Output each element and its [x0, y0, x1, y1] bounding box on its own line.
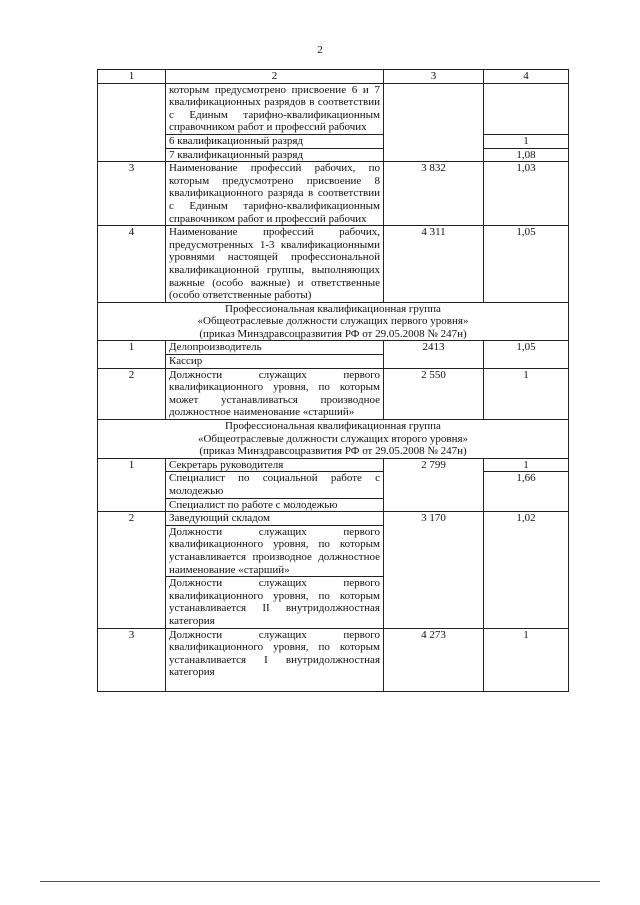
page-number: 2 [317, 44, 323, 56]
table-row [98, 162, 569, 226]
row-coefficient [484, 83, 569, 134]
table-row [98, 368, 569, 419]
row-coefficient: 1,03 [484, 162, 569, 226]
row-number: 4 [98, 226, 166, 303]
group-order: (приказ Минздравсоцразвития РФ от 29.05.2008 № 247н) [199, 327, 467, 340]
position-name: Заведующий складом [166, 512, 384, 526]
position-name: Специалист по социальной работе с молодежью [166, 472, 384, 498]
group-name: «Общеотраслевые должности служащих второго уровня» [197, 432, 469, 445]
group-heading-row [98, 302, 569, 341]
header-col-2: 2 [166, 70, 384, 84]
group-order: (приказ Минздравсоцразвития РФ от 29.05.2008 № 247н) [199, 445, 467, 458]
row-description: Должности служащих первого квалификационного уровня, по которым устанавливается II внутридолжностная категория [166, 577, 384, 628]
row-description: Наименование профессий рабочих, предусмотренных 1-3 квалификационными уровнями настоящей профессиональной квалификационной группы, выполняющих важные (особо важные) и ответственные (особо ответственные работы) [166, 226, 384, 303]
position-name: Кассир [166, 355, 384, 369]
table-row [98, 628, 569, 691]
row-number [98, 83, 166, 162]
row-salary: 3 170 [384, 512, 484, 628]
header-col-1: 1 [98, 70, 166, 84]
row-description: Наименование профессий рабочих, по которым предусмотрено присвоение 8 квалификационного разряда в соответствии с Единым тарифно-квалификационным справочником работ и профессий рабочих [166, 162, 384, 226]
table-row [98, 83, 569, 134]
table-row [98, 458, 569, 472]
table-row [98, 512, 569, 526]
table-subrow [98, 134, 569, 148]
row-salary [384, 83, 484, 162]
group-title: Профессиональная квалификационная группа [225, 420, 441, 433]
row-salary: 3 832 [384, 162, 484, 226]
table-row [98, 226, 569, 303]
row-coefficient: 1 [484, 628, 569, 691]
row-coefficient: 1,02 [484, 512, 569, 628]
row-number: 2 [98, 368, 166, 419]
row-coefficient: 1,66 [484, 472, 569, 512]
row-number: 3 [98, 628, 166, 691]
row-salary: 2413 [384, 341, 484, 368]
row-salary: 4 273 [384, 628, 484, 691]
row-number: 1 [98, 458, 166, 511]
table-header-row [98, 70, 569, 84]
table-subrow [98, 148, 569, 162]
row-salary: 4 311 [384, 226, 484, 303]
row-description: которым предусмотрено присвоение 6 и 7 квалификационных разрядов в соответствии с Единым тарифно-квалификационным справочником работ и профессий рабочих [166, 83, 384, 134]
row-salary: 2 550 [384, 368, 484, 419]
row-description: Должности служащих первого квалификационного уровня, по которым может устанавливаться производное должностное наименование «старший» [166, 368, 384, 419]
table-subrow [98, 472, 569, 498]
group-heading-row [98, 420, 569, 459]
salary-table [97, 69, 569, 692]
group-title: Профессиональная квалификационная группа [225, 302, 441, 315]
header-col-3: 3 [384, 70, 484, 84]
group-heading [98, 302, 569, 341]
subrow-label: 6 квалификационный разряд [166, 134, 384, 148]
group-heading [98, 420, 569, 459]
subrow-label: 7 квалификационный разряд [166, 148, 384, 162]
footer-divider [40, 881, 600, 882]
header-col-4: 4 [484, 70, 569, 84]
group-name: «Общеотраслевые должности служащих первого уровня» [197, 315, 469, 328]
row-coefficient: 1,05 [484, 226, 569, 303]
row-coefficient: 1,05 [484, 341, 569, 368]
row-description: Должности служащих первого квалификационного уровня, по которым устанавливается производное должностное наименование «старший» [166, 525, 384, 576]
row-number: 3 [98, 162, 166, 226]
table-row [98, 341, 569, 355]
subrow-coefficient: 1,08 [484, 148, 569, 162]
row-salary: 2 799 [384, 458, 484, 511]
row-coefficient: 1 [484, 368, 569, 419]
subrow-coefficient: 1 [484, 134, 569, 148]
row-number: 1 [98, 341, 166, 368]
row-description: Должности служащих первого квалификационного уровня, по которым устанавливается I внутридолжностная категория [166, 628, 384, 691]
position-name: Специалист по работе с молодежью [166, 498, 384, 512]
row-coefficient: 1 [484, 458, 569, 472]
row-number: 2 [98, 512, 166, 628]
position-name: Секретарь руководителя [166, 458, 384, 472]
position-name: Делопроизводитель [166, 341, 384, 355]
